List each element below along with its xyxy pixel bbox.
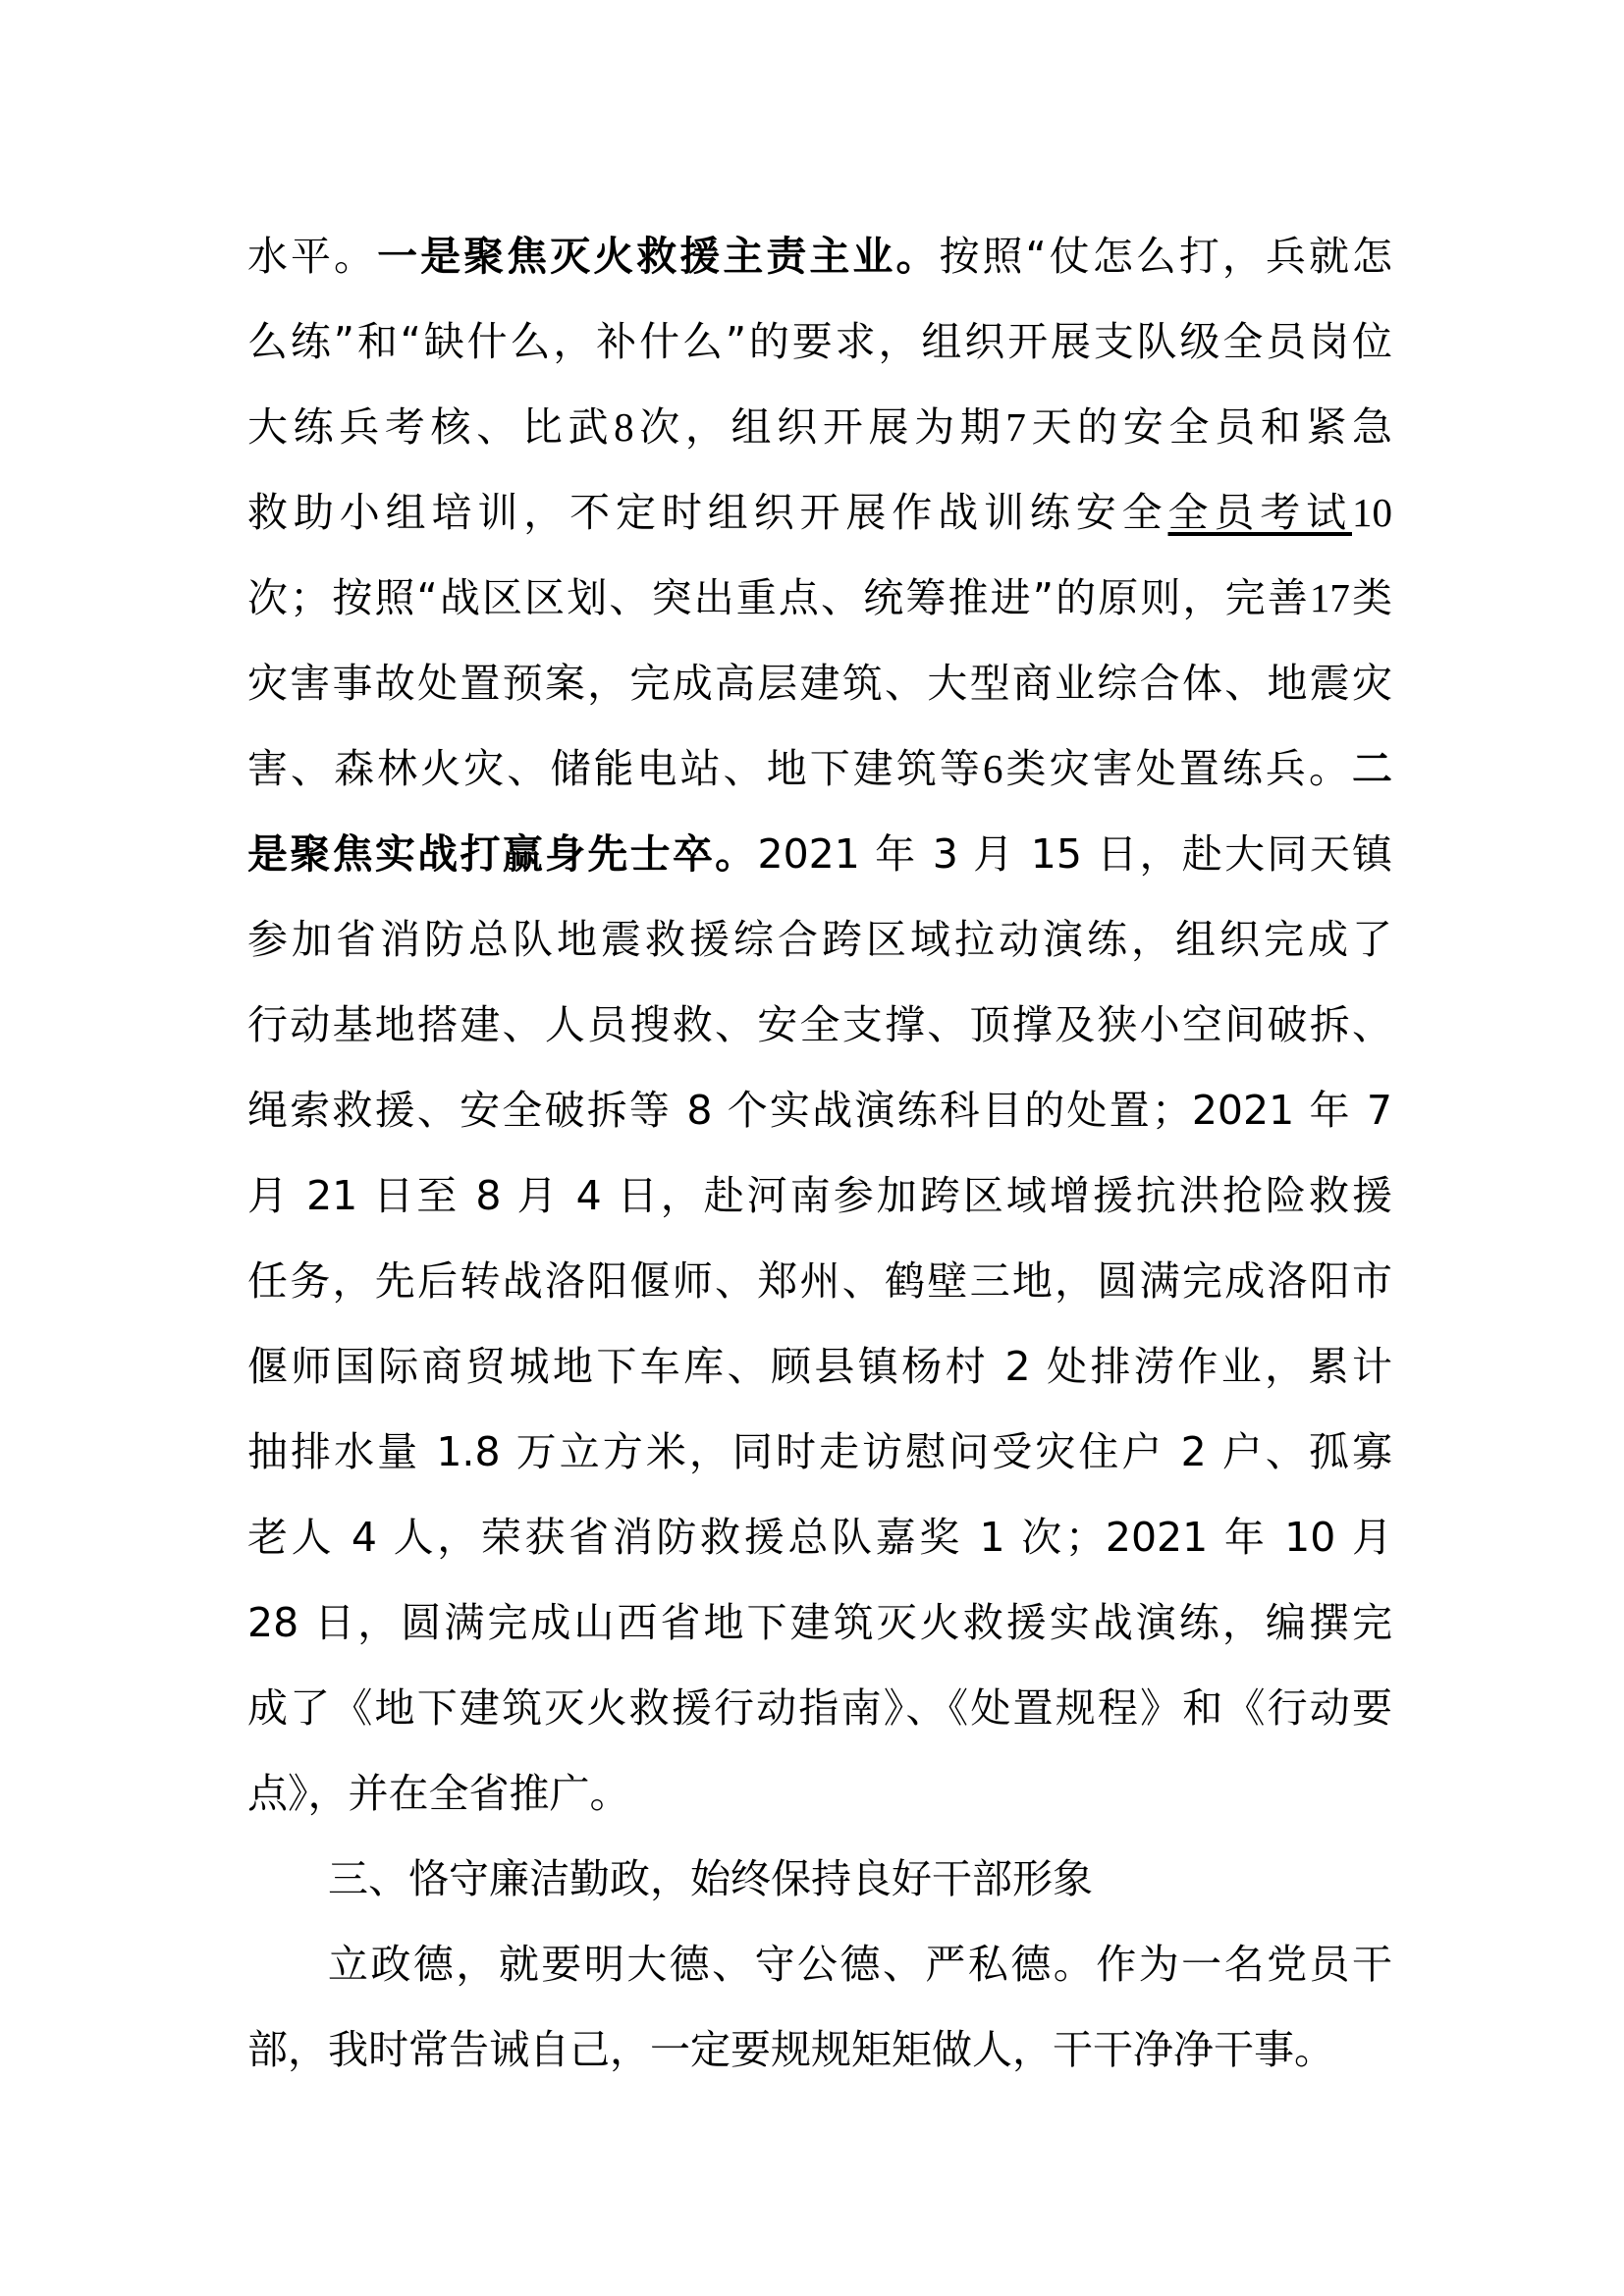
text-line: [247, 556, 1392, 641]
text-segment: 28 日，圆满完成山西省地下建筑灭火救援实战演练，编撰完: [247, 1599, 1392, 1646]
text-segment: 次；按照“战区区划、突出重点、统筹推进”的原则，完善: [247, 574, 1310, 621]
text-line: [247, 812, 1392, 897]
text-line: [247, 1495, 1392, 1580]
text-segment: 8: [614, 404, 634, 450]
text-line: [247, 1068, 1392, 1153]
text-line: [247, 897, 1392, 983]
text-segment: 任务，先后转战洛阳偃师、郑州、鹤壁三地，圆满完成洛阳市: [247, 1257, 1392, 1305]
text-segment: 偃师国际商贸城地下车库、顾县镇杨村 2 处排涝作业，累计: [247, 1343, 1392, 1390]
text-segment: 老人 4 人，荣获省消防救援总队嘉奖 1 次；2021 年 10 月: [247, 1514, 1392, 1561]
text-segment: 2021 年 3 月 15 日，赴大同天镇: [757, 830, 1393, 878]
text-line: [247, 983, 1392, 1068]
underlined-text: 全员考试: [1167, 489, 1352, 536]
text-line: [247, 470, 1392, 556]
text-line: [247, 1751, 1392, 1837]
text-segment: 水平。: [247, 233, 378, 280]
text-line: [247, 299, 1392, 385]
text-segment: 月 21 日至 8 月 4 日，赴河南参加跨区域增援抗洪抢险救援: [247, 1172, 1392, 1219]
text-line: [247, 1324, 1392, 1410]
text-segment: 大练兵考核、比武: [247, 403, 615, 451]
text-segment: 10: [1352, 490, 1392, 535]
text-line: [247, 641, 1392, 726]
text-segment: 灾害事故处置预案，完成高层建筑、大型商业综合体、地震灾: [247, 660, 1392, 707]
text-segment: 害、森林火灾、储能电站、地下建筑等: [247, 745, 983, 792]
text-segment: 救助小组培训，不定时组织开展作战训练安全: [247, 489, 1168, 536]
text-segment: 点》，并在全省推广。: [247, 1770, 630, 1817]
text-line: [247, 726, 1392, 812]
text-line: [247, 385, 1392, 470]
text-line: [247, 2007, 1392, 2093]
text-segment: 部，我时常告诫自己，一定要规规矩矩做人，干干净净干事。: [247, 2026, 1334, 2073]
text-segment: 7: [1005, 404, 1026, 450]
section-heading: [247, 1837, 1392, 1922]
text-line: [247, 1239, 1392, 1324]
text-segment: 么练”和“缺什么，补什么”的要求，组织开展支队级全员岗位: [247, 318, 1392, 365]
text-segment: 6: [982, 746, 1003, 791]
text-segment: 参加省消防总队地震救援综合跨区域拉动演练，组织完成了: [247, 916, 1392, 963]
text-segment: 成了《地下建筑灭火救援行动指南》、《处置规程》和《行动要: [247, 1684, 1392, 1732]
text-segment: 按照“仗怎么打，兵就怎: [939, 233, 1392, 280]
text-line: [247, 1410, 1392, 1495]
text-line: [247, 214, 1392, 299]
text-line: [247, 1922, 1392, 2007]
text-segment: 抽排水量 1.8 万立方米，同时走访慰问受灾住户 2 户、孤寡: [247, 1428, 1392, 1475]
text-segment: 类: [1349, 574, 1393, 621]
text-line: [247, 1580, 1392, 1666]
document-body: [247, 214, 1392, 2093]
text-line: [247, 1666, 1392, 1751]
text-segment: 次，组织开展为期: [633, 403, 1006, 451]
text-segment: 类灾害处置练兵。: [1002, 745, 1353, 792]
text-segment: 立政德，就要明大德、守公德、严私德。作为一名党员干: [328, 1941, 1392, 1988]
text-segment: 天的安全员和紧急: [1025, 403, 1393, 451]
text-segment: 绳索救援、安全破拆等 8 个实战演练科目的处置；2021 年 7: [247, 1087, 1392, 1134]
text-segment: 行动基地搭建、人员搜救、安全支撑、顶撑及狭小空间破拆、: [247, 1001, 1392, 1048]
bold-text: 是聚焦实战打赢身先士卒。: [247, 830, 758, 878]
text-segment: 三、恪守廉洁勤政，始终保持良好干部形象: [328, 1855, 1093, 1902]
bold-text: 二: [1352, 745, 1393, 792]
text-line: [247, 1153, 1392, 1239]
bold-text: 一是聚焦灭火救援主责主业。: [377, 233, 940, 280]
text-segment: 17: [1309, 575, 1350, 620]
